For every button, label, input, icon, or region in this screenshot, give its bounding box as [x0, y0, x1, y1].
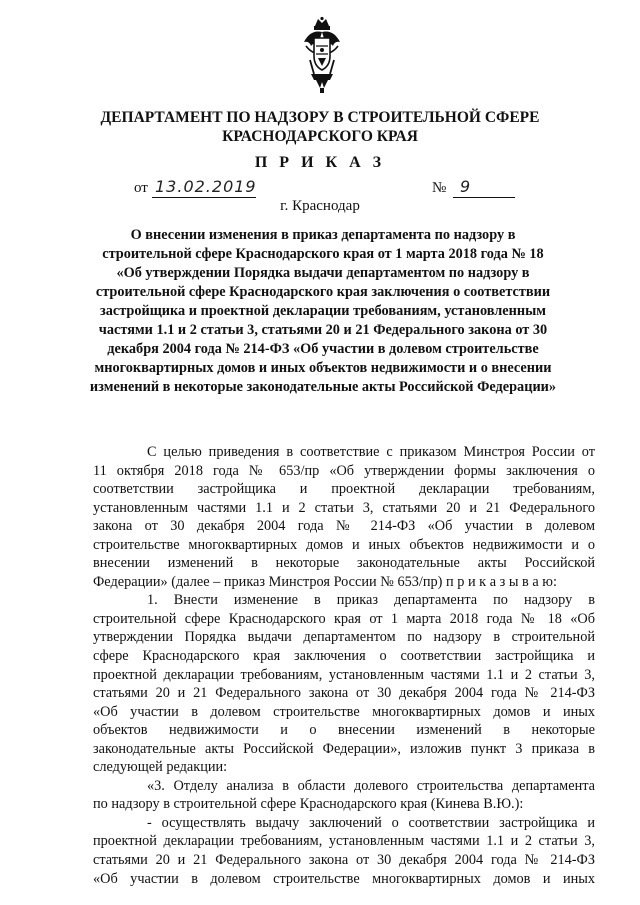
body-text-line: сфере Краснодарского края заключения о соответствии застройщика и — [93, 648, 595, 665]
subject-line: «Об утверждении Порядка выдачи департаментом по надзору в — [116, 265, 530, 281]
body-text-line: проектной декларации требованиям, установленным частями 1.1 и 2 статьи 3, — [93, 833, 595, 850]
body-text-line: «Об участии в долевом строительстве многоквартирных домов и иных — [93, 703, 595, 720]
date-prefix: от — [134, 180, 148, 196]
number-value: 9 — [460, 177, 471, 196]
document-type-title: П Р И К А З — [254, 154, 386, 171]
date-value: 13.02.2019 — [155, 177, 257, 196]
body-text-line: - осуществлять выдачу заключений о соответствии застройщика и — [147, 814, 595, 831]
body-text-line: С целью приведения в соответствие с приказом Минстроя России от — [147, 444, 595, 460]
body-text-line: по надзору в строительной сфере Краснодарского края (Кинева В.Ю.): — [93, 796, 524, 813]
body-text-line: объектов недвижимости и о внесении изменений в некоторые — [93, 722, 595, 739]
body-text-line: следующей редакции: — [93, 759, 228, 776]
body-text-line: 1. Внести изменение в приказ департамента по надзору в — [147, 592, 595, 609]
coat-of-arms-icon — [302, 16, 342, 96]
body-text-line: Федерации» (далее – приказ Минстроя России № 653/пр) п р и к а з ы в а ю: — [93, 573, 557, 590]
subject-line: изменений в некоторые законодательные акты Российской Федерации» — [89, 379, 557, 395]
body-text-line: статьями 20 и 21 Федерального закона от 30 декабря 2004 года № 214-ФЗ — [93, 852, 595, 869]
department-name-line1: ДЕПАРТАМЕНТ ПО НАДЗОРУ В СТРОИТЕЛЬНОЙ СФЕРЕ — [100, 109, 540, 126]
body-text-line: закона от 30 декабря 2004 года № 214-ФЗ «Об участии в долевом — [93, 518, 595, 535]
city-line: г. Краснодар — [280, 198, 360, 214]
order-body — [93, 443, 595, 888]
order-subject — [80, 226, 566, 397]
subject-line: частями 1.1 и 2 статьи 3, статьями 20 и 21 Федерального закона от 30 — [98, 322, 548, 338]
body-text-line: статьями 20 и 21 Федерального закона от 30 декабря 2004 года № 214-ФЗ — [93, 685, 595, 702]
department-name-line2: КРАСНОДАРСКОГО КРАЯ — [222, 128, 418, 145]
body-text-line: проектной декларации требованиям, установленным частями 1.1 и 2 статьи 3, — [93, 666, 595, 683]
body-text-line: 11 октября 2018 года № 653/пр «Об утверждении формы заключения о — [93, 462, 595, 479]
body-text-line: соответствии застройщика и проектной декларации требованиям, — [93, 481, 595, 498]
subject-line: декабря 2004 года № 214-ФЗ «Об участии в долевом строительстве — [107, 341, 539, 357]
body-text-line: внесении изменений в некоторые законодательные акты Российской — [93, 555, 595, 572]
subject-line: многоквартирных домов и иных объектов недвижимости и о внесении — [94, 360, 552, 376]
body-text-line: законодательные акты Российской Федерации», изложив пункт 3 приказа в — [93, 740, 595, 757]
subject-line: застройщика и проектной декларации требованиям, установленным — [99, 303, 547, 319]
body-text-line: утверждении Порядка выдачи департаментом по надзору в строительной — [93, 629, 595, 646]
body-text-line: установленным частями 1.1 и 2 статьи 3, статьями 20 и 21 Федерального — [93, 499, 595, 516]
body-text-line: «3. Отделу анализа в области долевого строительства департамента — [147, 777, 595, 794]
subject-line: строительной сфере Краснодарского края от 1 марта 2018 года № 18 — [102, 246, 544, 262]
number-prefix: № — [432, 180, 447, 196]
body-text-line: «Об участии в долевом строительстве многоквартирных домов и иных — [93, 870, 595, 887]
subject-line: строительной сфере Краснодарского края заключения о соответствии — [95, 284, 551, 300]
body-text-line: строительной сфере Краснодарского края от 1 марта 2018 года № 18 «Об — [93, 610, 595, 627]
body-text-line: строительстве многоквартирных домов и иных объектов недвижимости и о — [93, 536, 595, 553]
subject-line: О внесении изменения в приказ департамента по надзору в — [130, 227, 516, 243]
